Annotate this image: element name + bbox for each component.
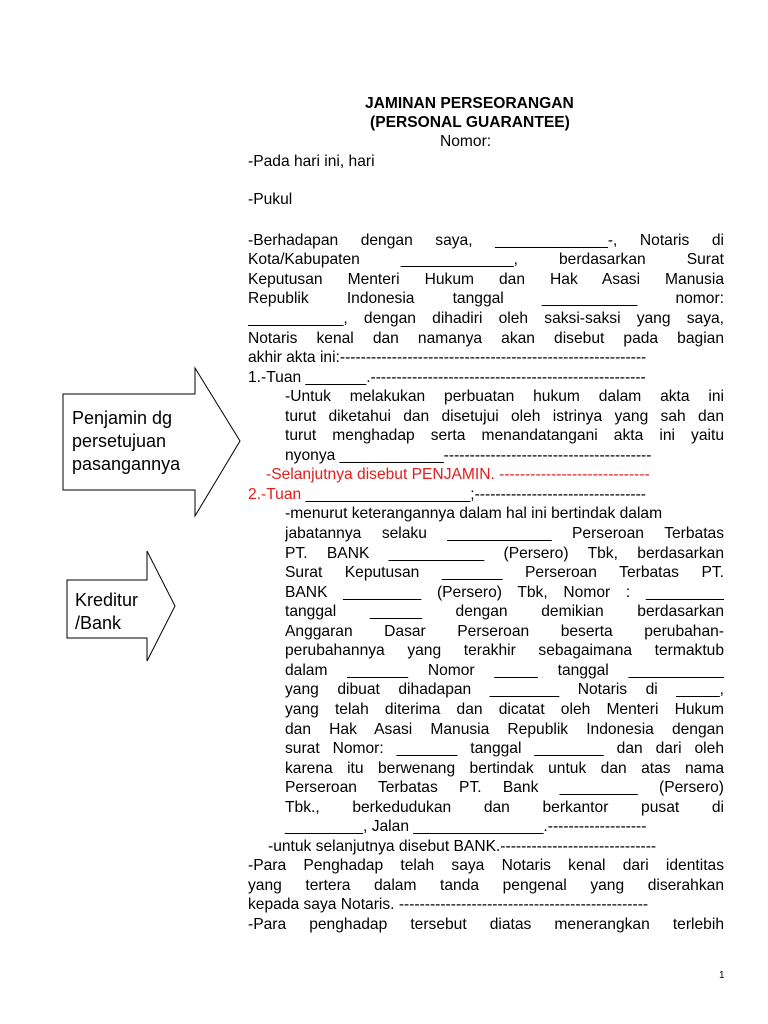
tuan1-body-line: turut diketahui dan disetujui oleh istrinya yang sah dan (285, 408, 724, 425)
berhadapan-line: Keputusan Menteri Hukum dan Hak Asasi Manusia (248, 271, 724, 288)
tuan2-prefix: 2.-Tuan (248, 486, 302, 503)
bank-line: -untuk selanjutnya disebut BANK.------------------------------ (268, 838, 657, 855)
tuan2-body-line: Surat Keputusan _______ Perseroan Terbatas PT. (285, 564, 724, 581)
tuan2-body-line: dan Hak Asasi Manusia Republik Indonesia dengan (285, 721, 724, 738)
tuan2-body-line: BANK _________ (Persero) Tbk, Nomor : _________ (285, 584, 724, 601)
berhadapan-line: Kota/Kabupaten _____________, berdasarkan Surat (248, 251, 724, 268)
penjamin-callout-label: Penjamin dg persetujuan pasangannya (72, 408, 181, 474)
berhadapan-line: ___________, dengan dihadiri oleh saksi-saksi yang saya, (248, 310, 724, 327)
para1-line: yang tertera dalam tanda pengenal yang diserahkan (248, 877, 724, 894)
pukul-line: -Pukul (248, 191, 293, 208)
tuan2-body-line: yang telah diterima dan dicatat oleh Menteri Hukum (285, 701, 724, 718)
berhadapan-line: Notaris kenal dan namanya akan disebut pada bagian (248, 330, 724, 347)
pada-hari-line: -Pada hari ini, hari (248, 153, 375, 170)
tuan2-body-line: jabatannya selaku ____________ Perseroan Terbatas (285, 525, 724, 542)
page-number: 1 (719, 970, 725, 981)
tuan2-body-line: surat Nomor: _______ tanggal ________ dan dari oleh (285, 740, 724, 757)
tuan1-body-line: -Untuk melakukan perbuatan hukum dalam akta ini (285, 388, 724, 405)
tuan2-line (248, 485, 646, 504)
tuan2-body-line: Tbk., berkedudukan dan berkantor pusat di (285, 799, 724, 816)
tuan2-body-line: perubahannya yang terakhir sebagaimana termaktub (285, 642, 724, 659)
tuan2-body-line: yang dibuat dihadapan ________ Notaris di _____, (285, 681, 724, 698)
tuan1-line: 1.-Tuan _______.----------------------------------------------------- (248, 369, 646, 386)
tuan1-body-line: turut menghadap serta menandatangani akta ini yaitu (285, 427, 724, 444)
para2-line: -Para penghadap tersebut diatas menerangkan terlebih (248, 916, 724, 933)
tuan2-rest: ___________________;--------------------------------- (301, 486, 646, 503)
tuan1-last-line: nyonya ____________---------------------------------------- (285, 447, 652, 464)
penjamin-line: -Selanjutnya disebut PENJAMIN. ----------------------------- (266, 466, 650, 483)
nomor-label: Nomor: (440, 133, 492, 150)
tuan2-last-line: _________, Jalan _______________.------------------- (285, 818, 647, 835)
para1-line: -Para Penghadap telah saya Notaris kenal dari identitas (248, 857, 724, 874)
berhadapan-last-line: akhir akta ini:----------------------------------------------------------- (248, 349, 647, 366)
para1-last-line: kepada saya Notaris. ------------------------------------------------ (248, 896, 649, 913)
tuan2-body-line: karena itu berwenang bertindak untuk dan atas nama (285, 760, 724, 777)
berhadapan-line: Republik Indonesia tanggal ___________ nomor: (248, 290, 724, 307)
tuan2-body-line: PT. BANK ___________ (Persero) Tbk, berdasarkan (285, 545, 724, 562)
tuan2-body-line: Perseroan Terbatas PT. Bank _________ (Persero) (285, 779, 724, 796)
kreditur-callout-label: Kreditur /Bank (75, 590, 139, 633)
title-line-2: (PERSONAL GUARANTEE) (370, 114, 570, 131)
title-line-1: JAMINAN PERSEORANGAN (365, 95, 574, 112)
tuan2-body-line: tanggal ______ dengan demikian berdasarkan (285, 603, 724, 620)
tuan2-body-line: Anggaran Dasar Perseroan beserta perubahan- (285, 623, 724, 640)
tuan2-body-line: dalam _______ Nomor _____ tanggal ___________ (285, 662, 724, 679)
berhadapan-line: -Berhadapan dengan saya, _____________-, Notaris di (248, 232, 724, 249)
tuan2-first-line: -menurut keterangannya dalam hal ini bertindak dalam (285, 505, 663, 522)
